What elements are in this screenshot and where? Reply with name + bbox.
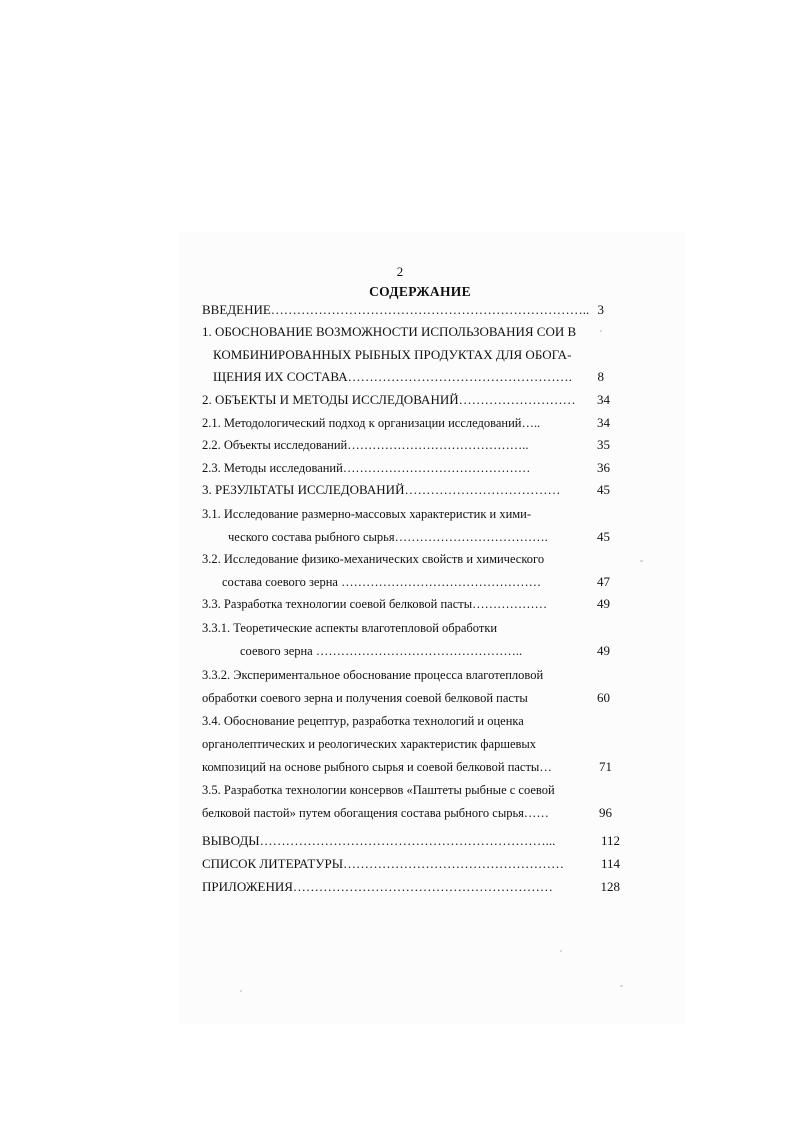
toc-entry: ческого состава рыбного сырья………………………………. <box>228 530 548 544</box>
toc-entry: обработки соевого зерна и получения соевой белковой пасты <box>202 691 528 705</box>
toc-entry: 3.3. Разработка технологии соевой белковой пасты……………… <box>202 597 548 611</box>
toc-entry: состава соевого зерна ………………………………………… <box>222 575 542 589</box>
toc-page: 96 <box>599 805 612 820</box>
toc-entry: 3.2. Исследование физико-механических свойств и химического <box>202 552 545 566</box>
toc-page: 47 <box>597 574 610 589</box>
toc-page: 71 <box>599 759 612 774</box>
toc-page: 36 <box>597 460 610 475</box>
toc-entry: ЩЕНИЯ ИХ СОСТАВА……………………………………………. <box>213 369 572 384</box>
toc-entry: 3.5. Разработка технологии консервов «Паштеты рыбные с соевой <box>202 783 555 797</box>
toc-entry: 2. ОБЪЕКТЫ И МЕТОДЫ ИССЛЕДОВАНИЙ……………………… <box>202 392 576 407</box>
toc-entry: 2.1. Методологический подход к организации исследований….. <box>202 416 541 430</box>
toc-page: 8 <box>597 369 604 384</box>
toc-page: 45 <box>597 529 610 544</box>
toc-page: 49 <box>597 596 610 611</box>
toc-entry: ПРИЛОЖЕНИЯ…………………………………………………… <box>202 879 553 894</box>
page-number: 2 <box>396 264 404 279</box>
scan-speck <box>620 985 623 987</box>
toc-entry: композиций на основе рыбного сырья и соевой белковой пасты… <box>202 760 552 774</box>
toc-page: 34 <box>597 415 610 430</box>
toc-entry: 3.4. Обоснование рецептур, разработка технологий и оценка <box>202 714 524 728</box>
scan-speck <box>640 560 643 562</box>
toc-entry: ВВЕДЕНИЕ……………………………………………………………….. <box>202 302 590 317</box>
toc-entry: 3.1. Исследование размерно-массовых характеристик и хими- <box>202 507 532 521</box>
toc-entry: соевого зерна ………………………………………….. <box>240 644 523 658</box>
toc-page: 3 <box>597 302 604 317</box>
toc-entry: 3.3.1. Теоретические аспекты влаготепловой обработки <box>202 621 498 635</box>
toc-entry: органолептических и реологических характеристик фаршевых <box>202 737 537 751</box>
scan-speck <box>240 990 242 992</box>
toc-entry: 2.3. Методы исследований……………………………………… <box>202 461 531 475</box>
toc-page: 35 <box>597 437 610 452</box>
toc-title: СОДЕРЖАНИЕ <box>369 284 471 299</box>
toc-entry: ВЫВОДЫ…………………………………………………………... <box>202 833 556 848</box>
toc-entry: 3. РЕЗУЛЬТАТЫ ИССЛЕДОВАНИЙ……………………………… <box>202 482 561 497</box>
toc-page: 114 <box>600 856 620 871</box>
toc-entry: 3.3.2. Экспериментальное обоснование процесса влаготепловой <box>202 668 544 682</box>
toc-entry: 2.2. Объекты исследований…………………………………….. <box>202 438 529 452</box>
toc-page: 45 <box>597 482 610 497</box>
toc-page: 60 <box>597 690 610 705</box>
toc-page: 34 <box>597 392 610 407</box>
toc-entry: 1. ОБОСНОВАНИЕ ВОЗМОЖНОСТИ ИСПОЛЬЗОВАНИЯ СОИ В <box>202 324 577 339</box>
toc-entry: СПИСОК ЛИТЕРАТУРЫ…………………………………………… <box>202 856 565 871</box>
scan-speck <box>560 950 562 952</box>
toc-page: 112 <box>600 833 620 848</box>
toc-page: 49 <box>597 643 610 658</box>
toc-entry: КОМБИНИРОВАННЫХ РЫБНЫХ ПРОДУКТАХ ДЛЯ ОБОГА- <box>213 347 572 362</box>
toc-page: 128 <box>600 879 620 894</box>
scan-speck <box>600 330 602 332</box>
toc-entry: белковой пастой» путем обогащения состава рыбного сырья…… <box>202 806 549 820</box>
